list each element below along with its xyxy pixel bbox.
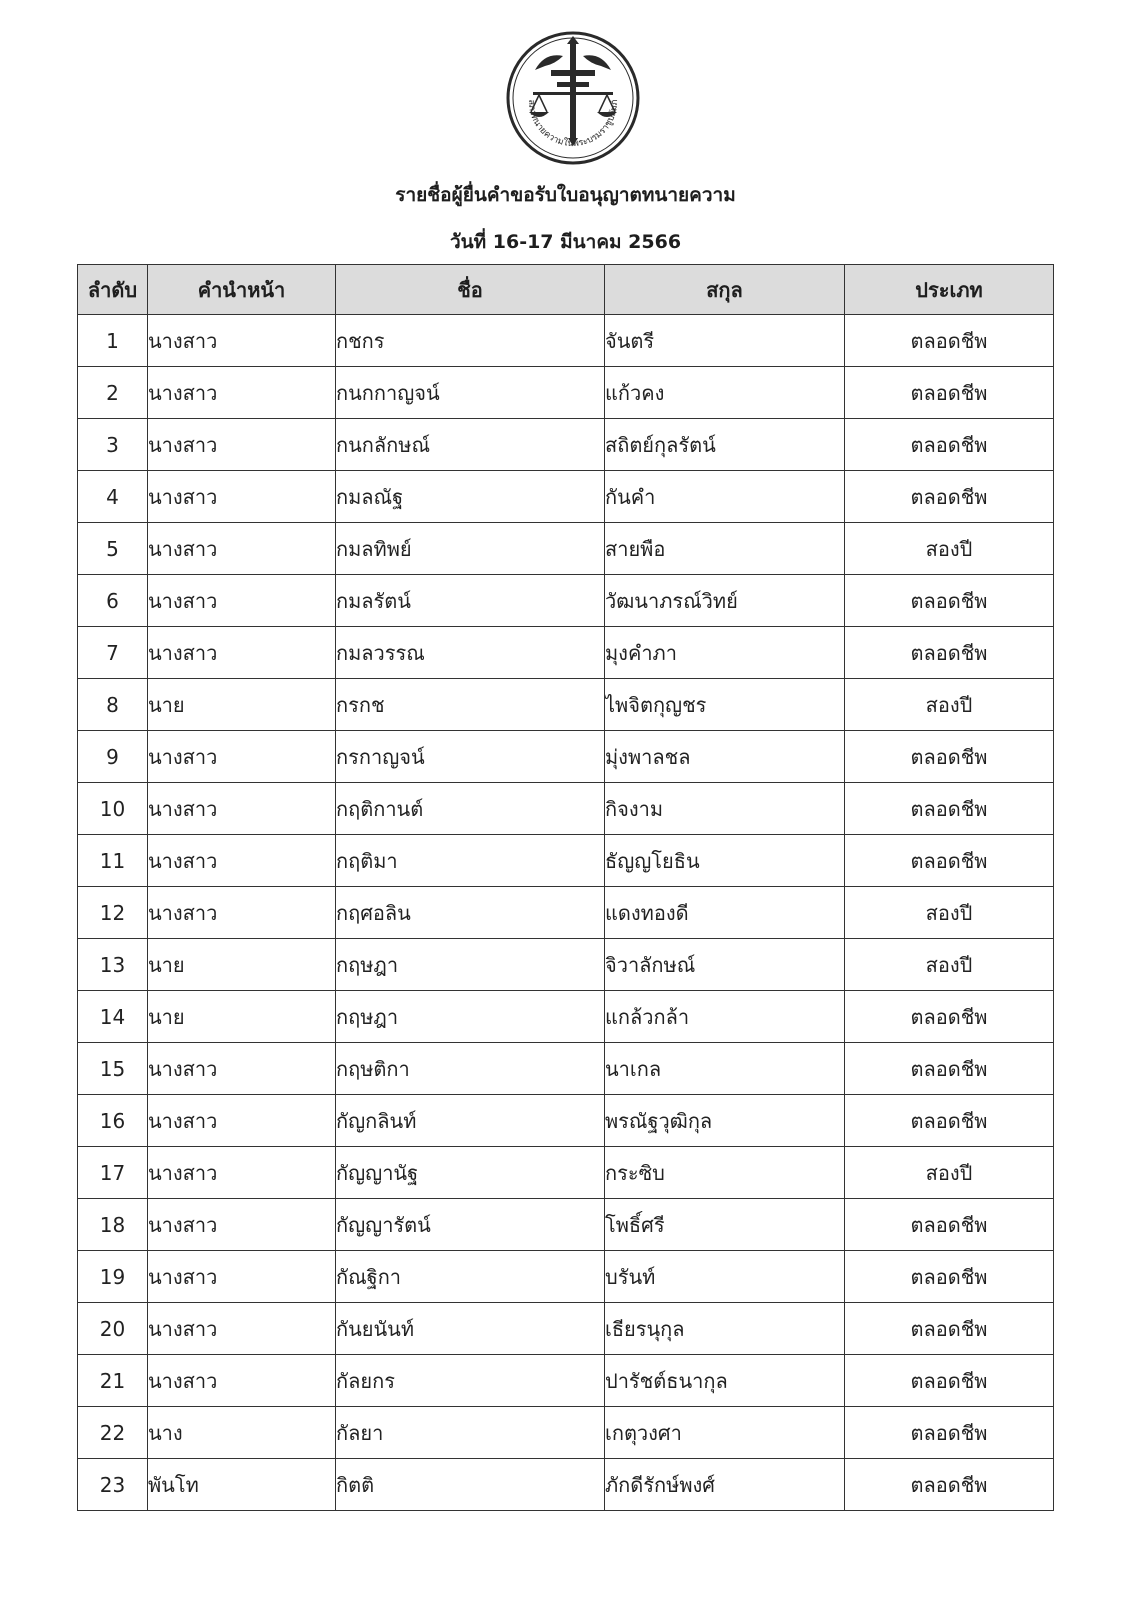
- cell-order: 7: [78, 627, 148, 679]
- cell-first-name: กมลรัตน์: [336, 575, 605, 627]
- cell-order: 18: [78, 1199, 148, 1251]
- cell-first-name: กัญญารัตน์: [336, 1199, 605, 1251]
- table-row: [78, 367, 1054, 419]
- cell-type: ตลอดชีพ: [845, 575, 1054, 627]
- table-row: [78, 471, 1054, 523]
- cell-last-name: จิวาลักษณ์: [605, 939, 845, 991]
- cell-prefix: พันโท: [148, 1459, 336, 1511]
- cell-last-name: จันตรี: [605, 315, 845, 367]
- cell-prefix: นางสาว: [148, 835, 336, 887]
- cell-prefix: นางสาว: [148, 783, 336, 835]
- cell-order: 21: [78, 1355, 148, 1407]
- table-row: [78, 1095, 1054, 1147]
- cell-order: 19: [78, 1251, 148, 1303]
- cell-last-name: กระซิบ: [605, 1147, 845, 1199]
- cell-first-name: กัญญานัฐ: [336, 1147, 605, 1199]
- cell-last-name: ธัญญโยธิน: [605, 835, 845, 887]
- table-row: [78, 419, 1054, 471]
- cell-order: 11: [78, 835, 148, 887]
- cell-last-name: นาเกล: [605, 1043, 845, 1095]
- cell-last-name: ปารัชต์ธนากุล: [605, 1355, 845, 1407]
- cell-prefix: นางสาว: [148, 1095, 336, 1147]
- cell-type: ตลอดชีพ: [845, 1095, 1054, 1147]
- cell-prefix: นางสาว: [148, 419, 336, 471]
- cell-first-name: กันยนันท์: [336, 1303, 605, 1355]
- cell-prefix: นางสาว: [148, 627, 336, 679]
- cell-first-name: กัญกลินท์: [336, 1095, 605, 1147]
- cell-first-name: กฤษฎา: [336, 991, 605, 1043]
- cell-order: 13: [78, 939, 148, 991]
- cell-first-name: กนกกาญจน์: [336, 367, 605, 419]
- cell-prefix: นางสาว: [148, 1199, 336, 1251]
- cell-last-name: สายพือ: [605, 523, 845, 575]
- cell-order: 12: [78, 887, 148, 939]
- cell-prefix: นางสาว: [148, 315, 336, 367]
- document-title: รายชื่อผู้ยื่นคำขอรับใบอนุญาตทนายความ: [395, 184, 736, 206]
- cell-first-name: กฤษติกา: [336, 1043, 605, 1095]
- cell-prefix: นาย: [148, 991, 336, 1043]
- cell-last-name: กิจงาม: [605, 783, 845, 835]
- cell-first-name: กมลวรรณ: [336, 627, 605, 679]
- document-date: วันที่ 16-17 มีนาคม 2566: [449, 231, 682, 253]
- cell-type: ตลอดชีพ: [845, 1459, 1054, 1511]
- cell-type: ตลอดชีพ: [845, 1407, 1054, 1459]
- cell-last-name: บรันท์: [605, 1251, 845, 1303]
- cell-first-name: กมลทิพย์: [336, 523, 605, 575]
- cell-last-name: มุงคำภา: [605, 627, 845, 679]
- cell-order: 4: [78, 471, 148, 523]
- cell-type: สองปี: [845, 523, 1054, 575]
- cell-prefix: นางสาว: [148, 1355, 336, 1407]
- cell-order: 23: [78, 1459, 148, 1511]
- cell-prefix: นางสาว: [148, 1043, 336, 1095]
- cell-prefix: นางสาว: [148, 367, 336, 419]
- cell-type: ตลอดชีพ: [845, 991, 1054, 1043]
- cell-first-name: กัลยกร: [336, 1355, 605, 1407]
- table-row: [78, 887, 1054, 939]
- cell-type: ตลอดชีพ: [845, 835, 1054, 887]
- table-row: [78, 627, 1054, 679]
- table-row: [78, 1303, 1054, 1355]
- table-row: [78, 523, 1054, 575]
- cell-last-name: มุ่งพาลชล: [605, 731, 845, 783]
- cell-first-name: กฤศอลิน: [336, 887, 605, 939]
- cell-order: 16: [78, 1095, 148, 1147]
- cell-type: สองปี: [845, 679, 1054, 731]
- cell-first-name: กัณฐิกา: [336, 1251, 605, 1303]
- cell-type: ตลอดชีพ: [845, 471, 1054, 523]
- cell-prefix: นางสาว: [148, 887, 336, 939]
- cell-first-name: กรกช: [336, 679, 605, 731]
- table-row: [78, 1147, 1054, 1199]
- table-header-row: [78, 265, 1054, 315]
- cell-order: 20: [78, 1303, 148, 1355]
- cell-type: ตลอดชีพ: [845, 731, 1054, 783]
- cell-first-name: กฤติกานต์: [336, 783, 605, 835]
- cell-type: สองปี: [845, 887, 1054, 939]
- cell-type: ตลอดชีพ: [845, 315, 1054, 367]
- cell-first-name: กัลยา: [336, 1407, 605, 1459]
- cell-type: ตลอดชีพ: [845, 627, 1054, 679]
- cell-prefix: นางสาว: [148, 471, 336, 523]
- cell-order: 5: [78, 523, 148, 575]
- lawyers-council-seal: [505, 30, 641, 166]
- table-row: [78, 1043, 1054, 1095]
- cell-last-name: เกตุวงศา: [605, 1407, 845, 1459]
- cell-order: 6: [78, 575, 148, 627]
- cell-last-name: สถิตย์กุลรัตน์: [605, 419, 845, 471]
- cell-prefix: นางสาว: [148, 1251, 336, 1303]
- cell-last-name: กันคำ: [605, 471, 845, 523]
- cell-last-name: ภักดีรักษ์พงศ์: [605, 1459, 845, 1511]
- cell-prefix: นางสาว: [148, 523, 336, 575]
- column-header-first-name: ชื่อ: [336, 265, 605, 315]
- cell-order: 3: [78, 419, 148, 471]
- cell-order: 8: [78, 679, 148, 731]
- cell-type: ตลอดชีพ: [845, 783, 1054, 835]
- cell-first-name: กฤติมา: [336, 835, 605, 887]
- table-body: [78, 315, 1054, 1511]
- column-header-type: ประเภท: [845, 265, 1054, 315]
- cell-prefix: นาย: [148, 679, 336, 731]
- column-header-prefix: คำนำหน้า: [148, 265, 336, 315]
- cell-type: สองปี: [845, 939, 1054, 991]
- cell-order: 17: [78, 1147, 148, 1199]
- cell-last-name: โพธิ์ศรี: [605, 1199, 845, 1251]
- cell-prefix: นางสาว: [148, 575, 336, 627]
- table-row: [78, 679, 1054, 731]
- cell-prefix: นาย: [148, 939, 336, 991]
- cell-first-name: กรกาญจน์: [336, 731, 605, 783]
- cell-order: 1: [78, 315, 148, 367]
- cell-order: 14: [78, 991, 148, 1043]
- cell-type: ตลอดชีพ: [845, 1355, 1054, 1407]
- cell-type: ตลอดชีพ: [845, 367, 1054, 419]
- seal-text: สภาทนายความในพระบรมราชูปถัมภ์: [525, 99, 621, 150]
- column-header-last-name: สกุล: [605, 265, 845, 315]
- table-row: [78, 1199, 1054, 1251]
- table-row: [78, 315, 1054, 367]
- table-row: [78, 1251, 1054, 1303]
- table-row: [78, 783, 1054, 835]
- table-row: [78, 939, 1054, 991]
- cell-type: สองปี: [845, 1147, 1054, 1199]
- cell-first-name: กชกร: [336, 315, 605, 367]
- cell-type: ตลอดชีพ: [845, 1199, 1054, 1251]
- table-row: [78, 1459, 1054, 1511]
- cell-last-name: แดงทองดี: [605, 887, 845, 939]
- cell-first-name: กมลณัฐ: [336, 471, 605, 523]
- cell-last-name: เธียรนุกุล: [605, 1303, 845, 1355]
- table-row: [78, 1355, 1054, 1407]
- table-row: [78, 1407, 1054, 1459]
- cell-first-name: กิตติ: [336, 1459, 605, 1511]
- cell-type: ตลอดชีพ: [845, 1043, 1054, 1095]
- cell-prefix: นางสาว: [148, 1147, 336, 1199]
- table-row: [78, 731, 1054, 783]
- cell-type: ตลอดชีพ: [845, 419, 1054, 471]
- cell-type: ตลอดชีพ: [845, 1303, 1054, 1355]
- cell-last-name: ไพจิตกุญชร: [605, 679, 845, 731]
- cell-order: 15: [78, 1043, 148, 1095]
- table-row: [78, 835, 1054, 887]
- cell-first-name: กฤษฎา: [336, 939, 605, 991]
- applicants-table: [77, 264, 1054, 1511]
- cell-last-name: แก้วคง: [605, 367, 845, 419]
- table-row: [78, 575, 1054, 627]
- cell-order: 22: [78, 1407, 148, 1459]
- cell-order: 10: [78, 783, 148, 835]
- cell-type: ตลอดชีพ: [845, 1251, 1054, 1303]
- cell-last-name: พรณัฐวุฒิกุล: [605, 1095, 845, 1147]
- cell-last-name: วัฒนาภรณ์วิทย์: [605, 575, 845, 627]
- cell-order: 2: [78, 367, 148, 419]
- cell-prefix: นาง: [148, 1407, 336, 1459]
- column-header-order: ลำดับ: [78, 265, 148, 315]
- cell-order: 9: [78, 731, 148, 783]
- cell-prefix: นางสาว: [148, 731, 336, 783]
- table-row: [78, 991, 1054, 1043]
- cell-prefix: นางสาว: [148, 1303, 336, 1355]
- cell-first-name: กนกลักษณ์: [336, 419, 605, 471]
- cell-last-name: แกล้วกล้า: [605, 991, 845, 1043]
